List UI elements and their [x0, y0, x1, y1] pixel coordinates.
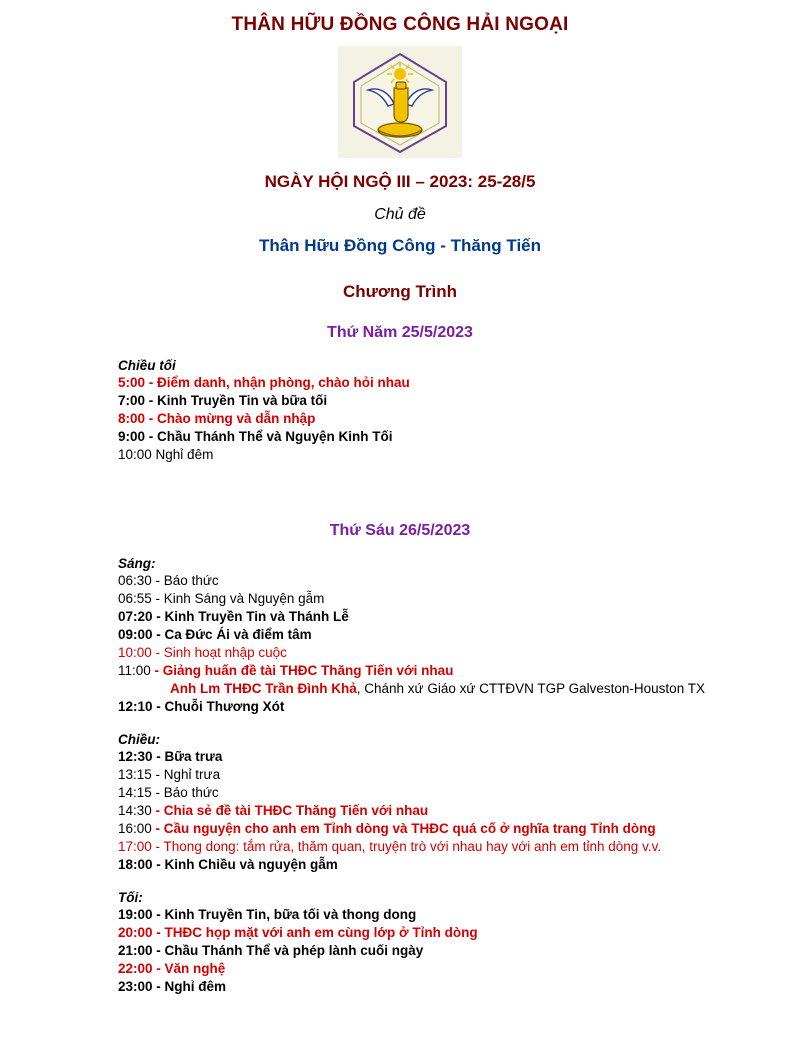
- entry-text: - Nghỉ đêm: [156, 979, 227, 994]
- entry-time: 10:00: [118, 645, 156, 660]
- entry-time: 07:20: [118, 609, 157, 624]
- entry-text: - Văn nghệ: [156, 961, 226, 976]
- schedule-entry: [118, 410, 770, 428]
- entry-time: 10:00: [118, 447, 156, 462]
- entry-text: - Thong dong: tắm rửa, thăm quan, truyện trò với nhau hay với anh em tỉnh dòng v.v.: [155, 839, 662, 854]
- entry-time: 5:00: [118, 375, 149, 390]
- entry-text: Nghỉ đêm: [155, 447, 214, 462]
- entry-time: 8:00: [118, 411, 149, 426]
- entry-time: 19:00: [118, 907, 157, 922]
- schedule-entry: [118, 572, 770, 590]
- schedule-entry: [118, 906, 770, 924]
- session-block: [118, 890, 770, 996]
- schedule-entry: [118, 590, 770, 608]
- schedule-entry: [118, 662, 770, 680]
- schedule-entry: [118, 608, 770, 626]
- entry-time: 09:00: [118, 627, 157, 642]
- schedule-entry: [118, 960, 770, 978]
- session-label: Chiều:: [118, 732, 160, 747]
- day-heading: Thứ Sáu 26/5/2023: [329, 522, 471, 539]
- schedule-entry: [118, 428, 770, 446]
- day-heading: Thứ Năm 25/5/2023: [327, 324, 473, 341]
- schedule-entry: [118, 766, 770, 784]
- entry-time: 16:00: [118, 821, 156, 836]
- session-block: [118, 732, 770, 874]
- entry-time: 9:00: [118, 429, 149, 444]
- entry-time: 13:15: [118, 767, 156, 782]
- schedule-entry: [118, 626, 770, 644]
- entry-time: 17:00: [118, 839, 156, 854]
- schedule-subline: [118, 680, 770, 698]
- session-label: Sáng:: [118, 556, 156, 571]
- entry-time: 11:00: [118, 663, 155, 678]
- entry-text: - Chuỗi Thương Xót: [156, 699, 285, 714]
- entry-time: 23:00: [118, 979, 157, 994]
- entry-text: - Sinh hoạt nhập cuộc: [155, 645, 287, 660]
- entry-text: - Chầu Thánh Thể và Nguyện Kinh Tối: [148, 429, 393, 444]
- entry-text: - Ca Đức Ái và điểm tâm: [156, 627, 312, 642]
- schedule-entry: [118, 446, 770, 464]
- dong-cong-emblem-icon: [338, 46, 462, 158]
- page-title: THÂN HỮU ĐỒNG CÔNG HẢI NGOẠI: [231, 14, 569, 35]
- entry-text: - Kinh Truyền Tin và bữa tối: [148, 393, 328, 408]
- subject-label: Chủ đề: [374, 206, 426, 223]
- schedule-entry: [118, 856, 770, 874]
- day-block: [0, 522, 800, 996]
- event-title: NGÀY HỘI NGỘ III – 2023: 25-28/5: [264, 172, 536, 191]
- schedule-entry: [118, 784, 770, 802]
- entry-time: 7:00: [118, 393, 149, 408]
- entry-time: 12:10: [118, 699, 157, 714]
- entry-text: - Kinh Sáng và Nguyện gẫm: [155, 591, 325, 606]
- entry-time: 20:00: [118, 925, 157, 940]
- entry-text: - Cầu nguyện cho anh em Tỉnh dòng và THĐC quá cố ở nghĩa trang Tỉnh dòng: [155, 821, 656, 836]
- schedule-entry: [118, 838, 770, 856]
- subline-highlight: Anh Lm THĐC Trần Đình Khả: [170, 681, 357, 696]
- entry-time: 22:00: [118, 961, 157, 976]
- session-label: Chiều tối: [118, 358, 176, 373]
- entry-text: - Chầu Thánh Thể và phép lành cuối ngày: [156, 943, 424, 958]
- entry-time: 21:00: [118, 943, 157, 958]
- entry-text: - Điểm danh, nhận phòng, chào hỏi nhau: [148, 375, 410, 390]
- schedule-entry: [118, 802, 770, 820]
- program-heading: Chương Trình: [342, 282, 458, 301]
- schedule-entry: [118, 748, 770, 766]
- entry-time: 12:30: [118, 749, 157, 764]
- schedule-entry: [118, 978, 770, 996]
- entry-text: - Kinh Chiều và nguyện gẫm: [156, 857, 338, 872]
- schedule-list: [0, 556, 800, 996]
- subline-rest: , Chánh xứ Giáo xứ CTTĐVN TGP Galveston-Houston TX: [356, 681, 705, 696]
- schedule-entry: [118, 942, 770, 960]
- schedule-entry: [118, 924, 770, 942]
- entry-text: - Nghỉ trưa: [155, 767, 221, 782]
- entry-text: - Giảng huấn đề tài THĐC Thăng Tiến với nhau: [154, 663, 454, 678]
- entry-time: 14:30: [118, 803, 156, 818]
- entry-text: - Báo thức: [155, 573, 219, 588]
- entry-text: - THĐC họp mặt với anh em cùng lớp ở Tỉnh dòng: [156, 925, 478, 940]
- entry-time: 18:00: [118, 857, 157, 872]
- logo-container: [0, 46, 800, 158]
- schedule-list: [0, 358, 800, 464]
- session-block: [118, 358, 770, 464]
- entry-text: - Bữa trưa: [156, 749, 223, 764]
- entry-text: - Kinh Truyền Tin, bữa tối và thong dong: [156, 907, 417, 922]
- entry-time: 14:15: [118, 785, 156, 800]
- schedule-entry: [118, 392, 770, 410]
- schedule-entry: [118, 644, 770, 662]
- day-block: [0, 324, 800, 464]
- entry-text: - Chào mừng và dẫn nhập: [148, 411, 316, 426]
- session-label: Tối:: [118, 890, 143, 905]
- theme-title: Thân Hữu Đồng Công - Thăng Tiến: [258, 236, 542, 255]
- schedule-entry: [118, 698, 770, 716]
- schedule-entry: [118, 374, 770, 392]
- entry-text: - Kinh Truyền Tin và Thánh Lễ: [156, 609, 349, 624]
- entry-time: 06:55: [118, 591, 156, 606]
- schedule-entry: [118, 820, 770, 838]
- entry-time: 06:30: [118, 573, 156, 588]
- entry-text: - Báo thức: [155, 785, 219, 800]
- session-block: [118, 556, 770, 716]
- entry-text: - Chia sẻ đề tài THĐC Thăng Tiến với nhau: [155, 803, 429, 818]
